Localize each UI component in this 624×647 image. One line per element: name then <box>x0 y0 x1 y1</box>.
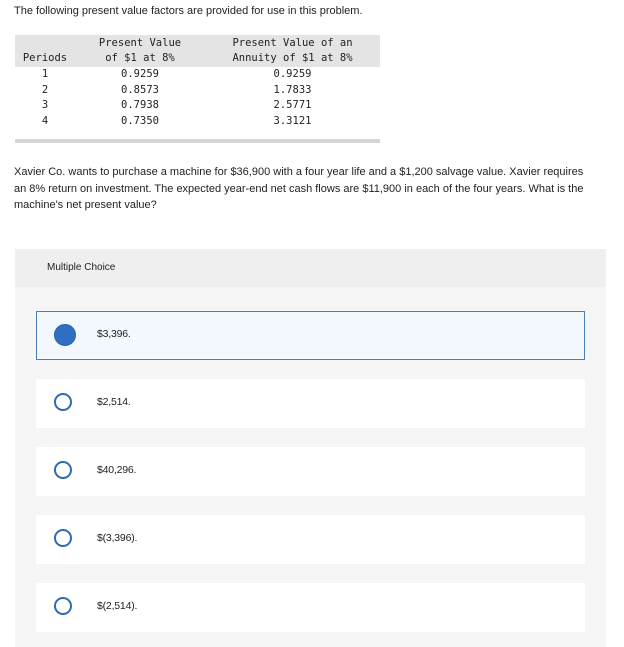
period-cell: 3 <box>41 99 49 111</box>
answer-option-label: $(2,514). <box>97 600 138 612</box>
table-row <box>15 114 380 130</box>
header-present-value: Present Value of $1 at 8% <box>75 35 205 67</box>
radio-icon[interactable] <box>54 461 72 479</box>
intro-text: The following present value factors are provided for use in this problem. <box>14 5 363 17</box>
multiple-choice-header <box>15 249 606 287</box>
annuity-cell: 3.3121 <box>273 114 312 127</box>
radio-icon[interactable] <box>54 597 72 615</box>
pv-cell: 0.7938 <box>121 99 159 111</box>
answer-option-label: $40,296. <box>97 464 137 476</box>
present-value-factor-table <box>15 35 380 143</box>
table-bottom-rule <box>15 139 380 143</box>
annuity-cell: 0.9259 <box>273 68 312 80</box>
header-periods: Periods <box>15 35 75 67</box>
pv-cell: 0.8573 <box>121 83 159 96</box>
radio-icon[interactable] <box>54 393 72 411</box>
table-spacer <box>15 129 380 139</box>
answer-option-4[interactable] <box>36 515 585 564</box>
multiple-choice-title: Multiple Choice <box>47 262 116 273</box>
header-annuity: Present Value of an Annuity of $1 at 8% <box>205 35 380 67</box>
answer-option-2[interactable] <box>36 379 585 428</box>
answer-option-3[interactable] <box>36 447 585 496</box>
period-cell: 4 <box>41 114 49 127</box>
annuity-cell: 1.7833 <box>273 83 312 96</box>
answer-option-5[interactable] <box>36 583 585 632</box>
answer-option-label: $3,396. <box>97 328 131 340</box>
question-text: Xavier Co. wants to purchase a machine for $36,900 with a four year life and a $1,200 salvage value. Xavier requires an 8% return on investment. The expected year-end net cash flows are $11,900 in each of the four years. What is the machine's net present value? <box>14 166 584 211</box>
radio-icon[interactable] <box>54 529 72 547</box>
answer-option-1[interactable] <box>36 311 585 360</box>
period-cell: 1 <box>41 68 49 80</box>
answer-option-label: $(3,396). <box>97 532 138 544</box>
answer-option-label: $2,514. <box>97 396 131 408</box>
radio-selected-icon[interactable] <box>54 324 76 346</box>
table-row <box>15 67 380 83</box>
pv-cell: 0.9259 <box>121 68 159 80</box>
table-row <box>15 98 380 114</box>
annuity-cell: 2.5771 <box>273 99 312 111</box>
table-row <box>15 83 380 99</box>
period-cell: 2 <box>41 83 49 96</box>
multiple-choice-panel <box>15 249 606 647</box>
pv-cell: 0.7350 <box>121 114 159 127</box>
